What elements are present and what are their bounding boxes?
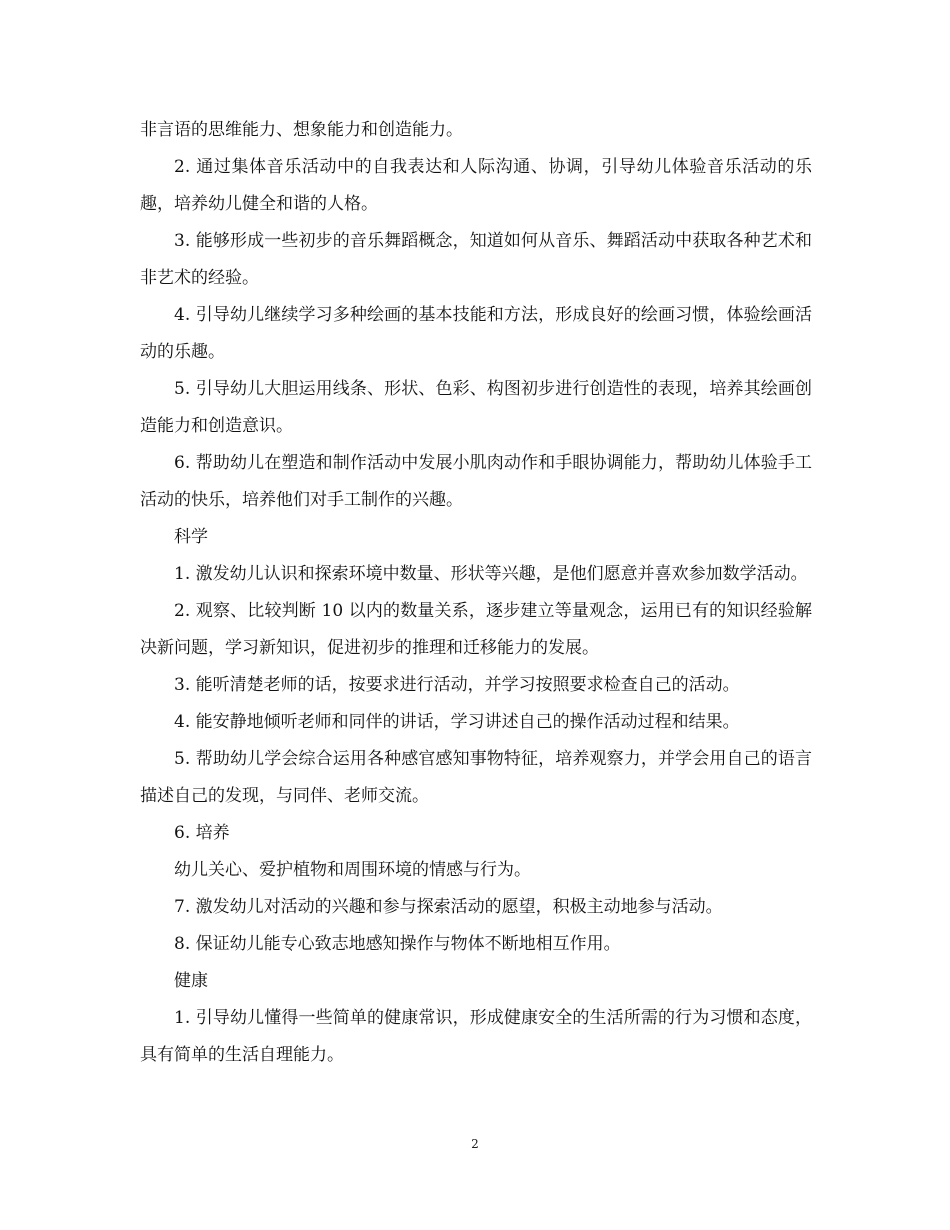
paragraph: 幼儿关心、爱护植物和周围环境的情感与行为。	[174, 860, 531, 880]
paragraph: 4. 引导幼儿继续学习多种绘画的基本技能和方法，形成良好的绘画习惯，体验绘画活动的乐趣。	[140, 305, 812, 362]
paragraph: 7. 激发幼儿对活动的兴趣和参与探索活动的愿望，积极主动地参与活动。	[174, 897, 723, 917]
paragraph: 8. 保证幼儿能专心致志地感知操作与物体不断地相互作用。	[174, 934, 621, 954]
paragraph: 2. 观察、比较判断 10 以内的数量关系，逐步建立等量观念，运用已有的知识经验解决新问题，学习新知识，促进初步的推理和迁移能力的发展。	[140, 601, 812, 658]
paragraph: 2. 通过集体音乐活动中的自我表达和人际沟通、协调，引导幼儿体验音乐活动的乐趣，培养幼儿健全和谐的人格。	[140, 157, 812, 214]
paragraph: 3. 能听清楚老师的话，按要求进行活动，并学习按照要求检查自己的活动。	[174, 675, 740, 695]
section-heading-science: 科学	[174, 527, 208, 547]
paragraph: 5. 引导幼儿大胆运用线条、形状、色彩、构图初步进行创造性的表现，培养其绘画创造能力和创造意识。	[140, 379, 812, 436]
document-body	[140, 112, 812, 1074]
paragraph: 4. 能安静地倾听老师和同伴的讲话，学习讲述自己的操作活动过程和结果。	[174, 712, 740, 732]
paragraph: 3. 能够形成一些初步的音乐舞蹈概念，知道如何从音乐、舞蹈活动中获取各种艺术和非艺术的经验。	[140, 231, 812, 288]
paragraph: 6. 培养	[174, 823, 230, 843]
paragraph: 5. 帮助幼儿学会综合运用各种感官感知事物特征，培养观察力，并学会用自己的语言描述自己的发现，与同伴、老师交流。	[140, 749, 812, 806]
paragraph: 1. 引导幼儿懂得一些简单的健康常识，形成健康安全的生活所需的行为习惯和态度，具有简单的生活自理能力。	[140, 1008, 812, 1065]
paragraph: 非言语的思维能力、想象能力和创造能力。	[140, 120, 463, 140]
paragraph: 1. 激发幼儿认识和探索环境中数量、形状等兴趣，是他们愿意并喜欢参加数学活动。	[174, 564, 808, 584]
page-number: 2	[471, 1137, 479, 1151]
paragraph: 6. 帮助幼儿在塑造和制作活动中发展小肌肉动作和手眼协调能力，帮助幼儿体验手工活动的快乐，培养他们对手工制作的兴趣。	[140, 453, 812, 510]
section-heading-health: 健康	[174, 971, 208, 991]
